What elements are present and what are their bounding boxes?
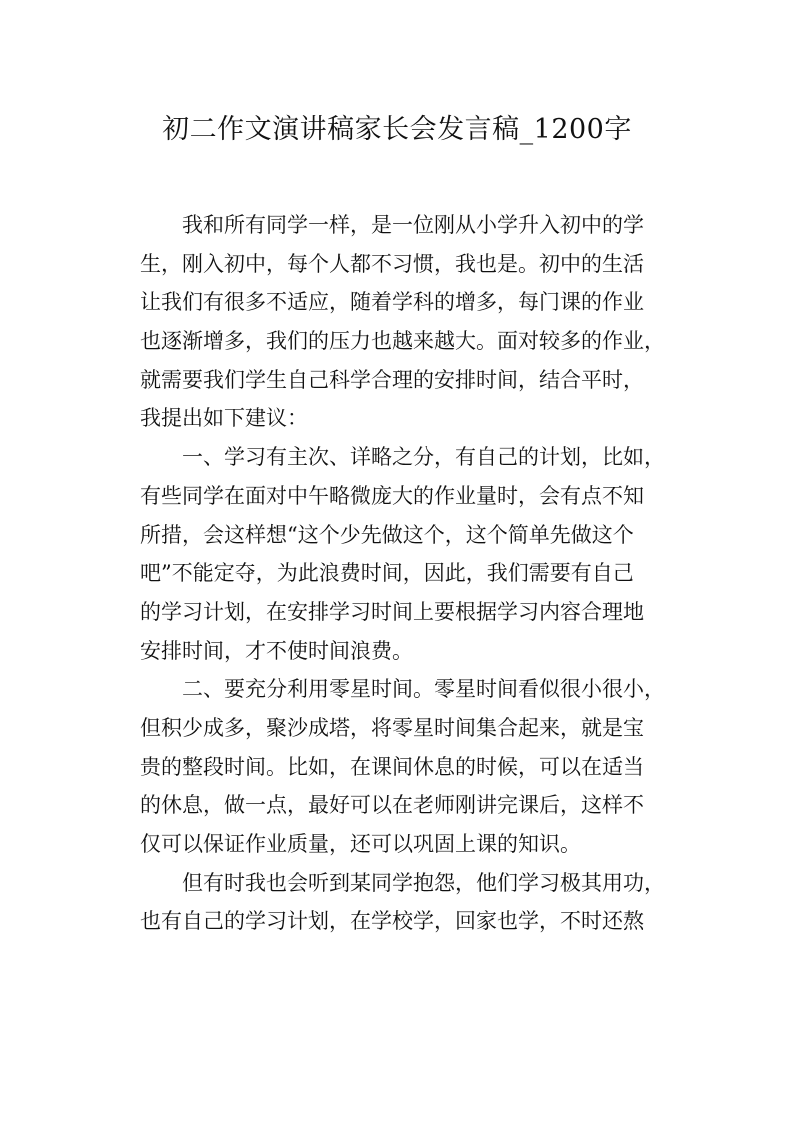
paragraph-line: 的学习计划，在安排学习时间上要根据学习内容合理地: [140, 599, 644, 624]
paragraph-line: 二、要充分利用零星时间。零星时间看似很小很小，: [182, 677, 665, 702]
paragraph-line: 的休息，做一点，最好可以在老师刚讲完课后，这样不: [140, 793, 644, 818]
paragraph-line: 安排时间，才不使时间浪费。: [140, 638, 413, 663]
paragraph-line: 也有自己的学习计划，在学校学，回家也学，不时还熬: [140, 909, 644, 934]
paragraph-line: 有些同学在面对中午略微庞大的作业量时，会有点不知: [140, 483, 644, 508]
paragraph-line: 仅可以保证作业质量，还可以巩固上课的知识。: [140, 832, 581, 856]
document-body: [140, 206, 670, 941]
paragraph-line: 我和所有同学一样，是一位刚从小学升入初中的学: [182, 213, 644, 237]
document-title: 初二作文演讲稿家长会发言稿_1200字: [162, 114, 632, 145]
paragraph-line: 就需要我们学生自己科学合理的安排时间，结合平时，: [140, 367, 644, 392]
paragraph-line: 吧”不能定夺，为此浪费时间，因此，我们需要有自己: [140, 561, 634, 586]
paragraph-line: 所措，会这样想“这个少先做这个，这个简单先做这个: [140, 522, 634, 547]
paragraph-line: 我提出如下建议：: [140, 406, 308, 431]
paragraph-line: 也逐渐增多，我们的压力也越来越大。面对较多的作业，: [140, 329, 665, 354]
paragraph-line: 让我们有很多不适应，随着学科的增多，每门课的作业: [140, 290, 644, 315]
paragraph-line: 但有时我也会听到某同学抱怨，他们学习极其用功，: [182, 870, 665, 895]
paragraph-line: 但积少成多，聚沙成塔，将零星时间集合起来，就是宝: [140, 715, 644, 740]
paragraph-line: 贵的整段时间。比如，在课间休息的时候，可以在适当: [140, 754, 644, 779]
paragraph-line: 生，刚入初中，每个人都不习惯，我也是。初中的生活: [140, 251, 644, 276]
paragraph-line: 一、学习有主次、详略之分，有自己的计划，比如，: [182, 445, 665, 470]
